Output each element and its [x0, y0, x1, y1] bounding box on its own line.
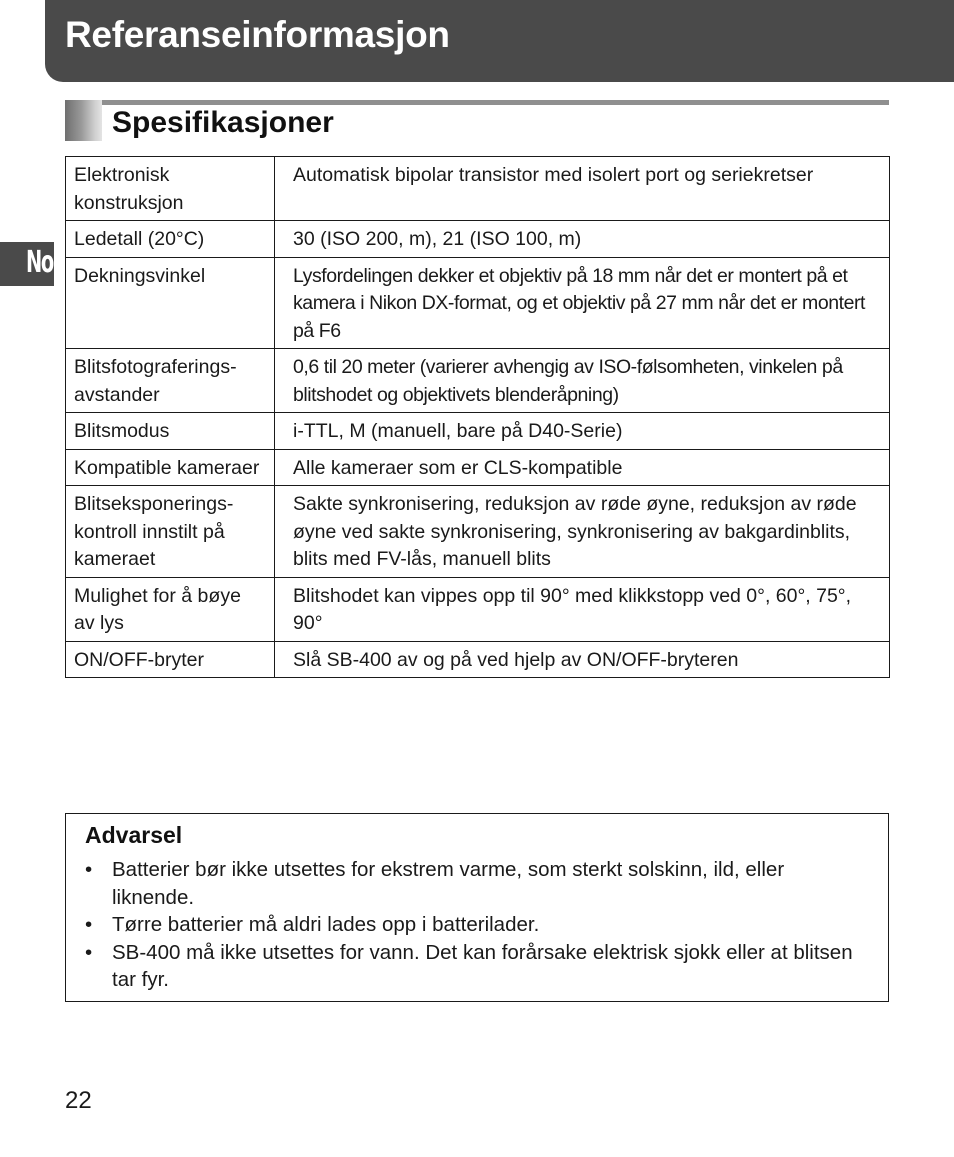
table-row: [66, 449, 890, 486]
spec-value: Slå SB-400 av og på ved hjelp av ON/OFF-bryteren: [275, 641, 890, 678]
spec-label: Ledetall (20°C): [66, 221, 275, 258]
list-item: [85, 939, 865, 994]
spec-label: ON/OFF-bryter: [66, 641, 275, 678]
table-row: [66, 641, 890, 678]
page-number: 22: [65, 1087, 92, 1114]
bullet-icon: •: [85, 858, 93, 881]
table-row: [66, 413, 890, 450]
language-tab-label: No: [26, 245, 53, 280]
table-row: [66, 577, 890, 641]
warning-title: Advarsel: [85, 822, 183, 848]
spec-value: 30 (ISO 200, m), 21 (ISO 100, m): [275, 221, 890, 258]
section-title: Spesifikasjoner: [112, 106, 334, 139]
warning-item-text: SB-400 må ikke utsettes for vann. Det kan forårsake elektrisk sjokk eller at blitsen tar fyr.: [112, 940, 853, 991]
warning-item-text: Batterier bør ikke utsettes for ekstrem varme, som sterkt solskinn, ild, eller liknende.: [112, 858, 785, 909]
table-row: [66, 349, 890, 413]
spec-value: Automatisk bipolar transistor med isolert port og seriekretser: [275, 157, 890, 221]
spec-label: Dekningsvinkel: [66, 257, 275, 349]
list-item: [85, 856, 865, 911]
spec-label: Kompatible kameraer: [66, 449, 275, 486]
spec-value: Blitshodet kan vippes opp til 90° med klikkstopp ved 0°, 60°, 75°, 90°: [275, 577, 890, 641]
table-row: [66, 486, 890, 578]
section-rule: [65, 100, 889, 105]
spec-value: i-TTL, M (manuell, bare på D40-Serie): [275, 413, 890, 450]
spec-label: Elektronisk konstruksjon: [66, 157, 275, 221]
language-tab: [0, 242, 54, 286]
spec-label: Mulighet for å bøye av lys: [66, 577, 275, 641]
warning-box: [65, 813, 889, 1002]
bullet-icon: •: [85, 913, 93, 936]
warning-list: [85, 856, 865, 994]
spec-value: 0,6 til 20 meter (varierer avhengig av ISO-følsomheten, vinkelen på blitshodet og objektivets blenderåpning): [275, 349, 890, 413]
warning-item-text: Tørre batterier må aldri lades opp i batterilader.: [112, 913, 540, 936]
bullet-icon: •: [85, 940, 93, 964]
spec-table: [65, 156, 890, 678]
spec-value: Sakte synkronisering, reduksjon av røde øyne, reduksjon av røde øyne ved sakte synkronisering, synkronisering av bakgardinblits, blits med FV-lås, manuell blits: [275, 486, 890, 578]
table-row: [66, 221, 890, 258]
page-header-title: Referanseinformasjon: [65, 14, 450, 55]
spec-value: Lysfordelingen dekker et objektiv på 18 mm når det er montert på et kamera i Nikon DX-format, og et objektiv på 27 mm når det er montert på F6: [275, 257, 890, 349]
header-bar: [45, 0, 954, 82]
spec-label: Blitsmodus: [66, 413, 275, 450]
spec-label: Blitsfotograferings-avstander: [66, 349, 275, 413]
list-item: [85, 911, 865, 939]
section-marker: [65, 100, 102, 141]
table-row: [66, 257, 890, 349]
table-row: [66, 157, 890, 221]
spec-label: Blitseksponerings-kontroll innstilt på kameraet: [66, 486, 275, 578]
spec-value: Alle kameraer som er CLS-kompatible: [275, 449, 890, 486]
